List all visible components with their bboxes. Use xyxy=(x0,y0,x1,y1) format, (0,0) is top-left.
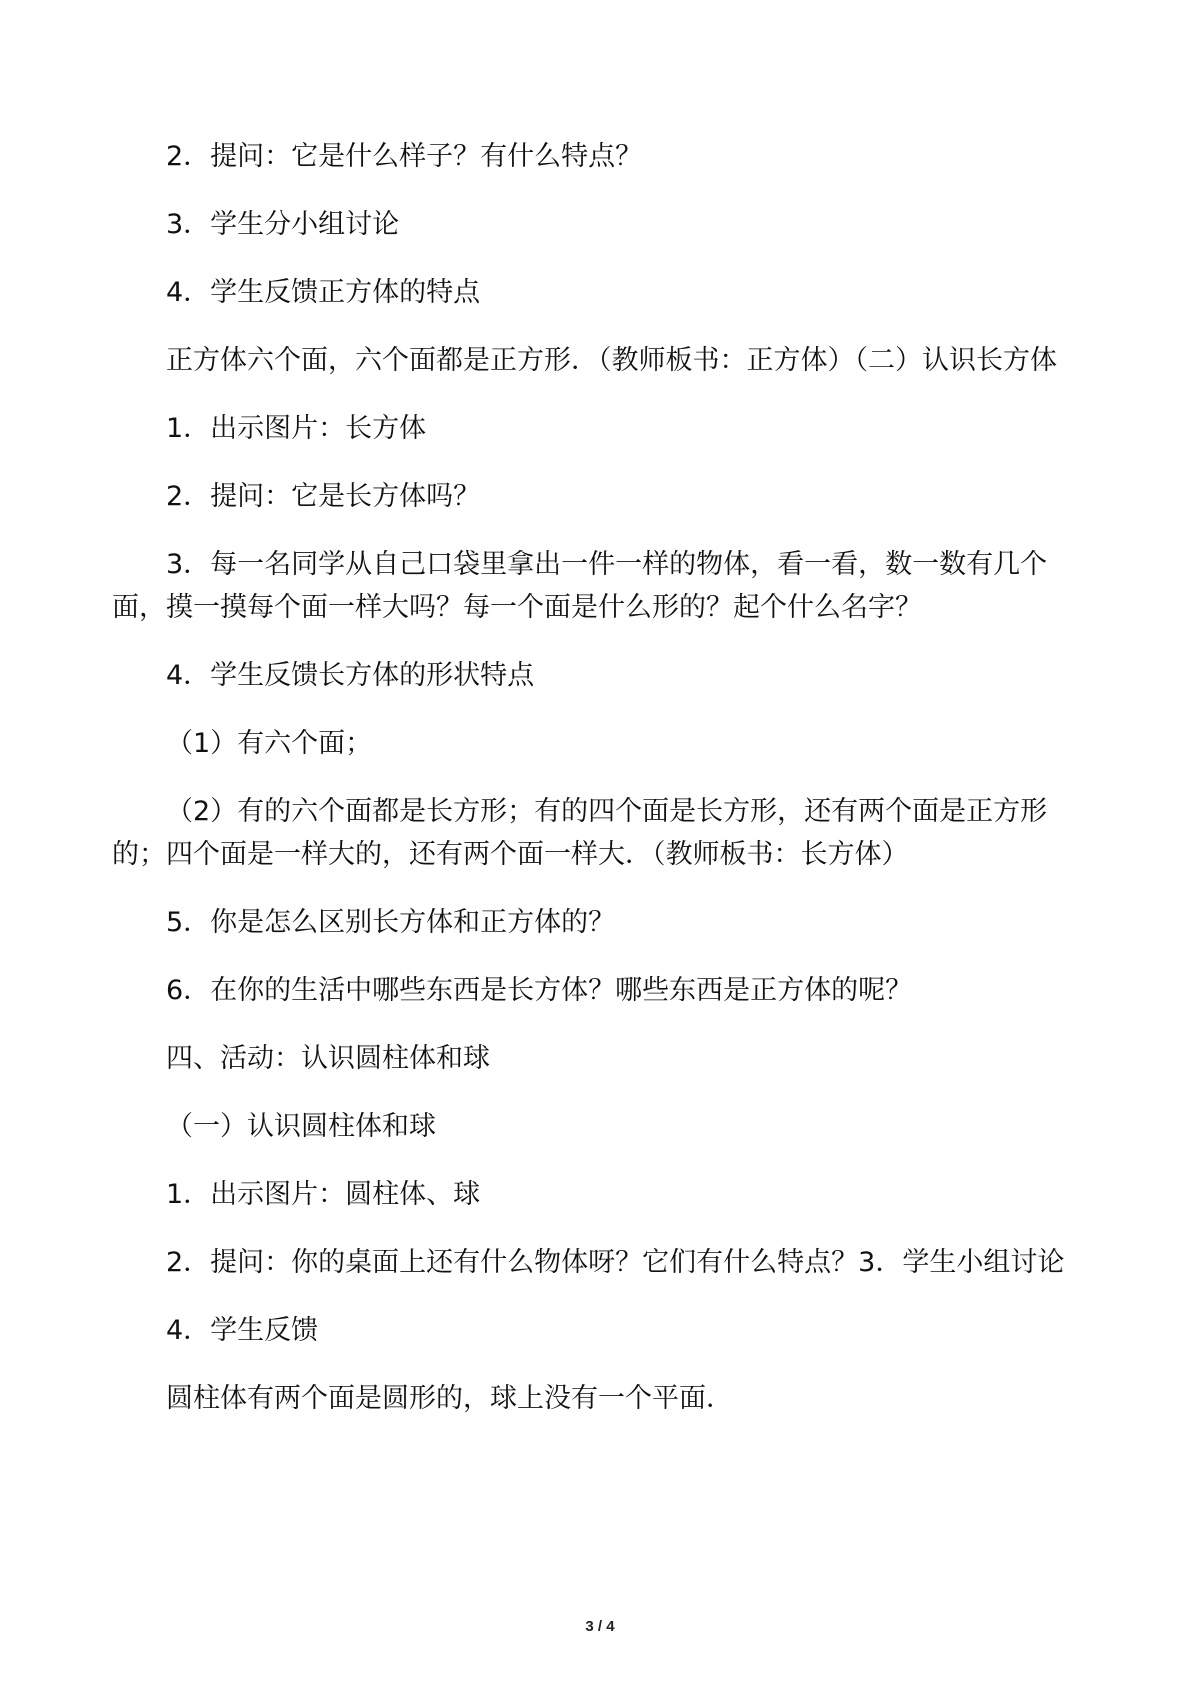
document-body xyxy=(112,135,1100,1445)
paragraph: 1．出示图片：长方体 xyxy=(166,413,427,444)
paragraph: 圆柱体有两个面是圆形的，球上没有一个平面． xyxy=(166,1383,733,1414)
paragraph: （2）有的六个面都是长方形；有的四个面是长方形，还有两个面是正方形的；四个面是一样大的，还有两个面一样大．（教师板书：长方体） xyxy=(112,796,1048,870)
paragraph: 2．提问：它是什么样子？有什么特点？ xyxy=(166,141,643,172)
paragraph: 6．在你的生活中哪些东西是长方体？哪些东西是正方体的呢？ xyxy=(166,975,913,1006)
page-number: 3 / 4 xyxy=(585,1618,615,1635)
paragraph: （1）有六个面； xyxy=(166,728,373,759)
paragraph: 4．学生反馈长方体的形状特点 xyxy=(166,660,535,691)
paragraph: 5．你是怎么区别长方体和正方体的？ xyxy=(166,907,616,938)
paragraph: 1．出示图片：圆柱体、球 xyxy=(166,1179,481,1210)
paragraph: 2．提问：你的桌面上还有什么物体呀？它们有什么特点？3．学生小组讨论 xyxy=(166,1247,1065,1278)
paragraph: 3．每一名同学从自己口袋里拿出一件一样的物体，看一看，数一数有几个面，摸一摸每个面一样大吗？每一个面是什么形的？起个什么名字？ xyxy=(112,549,1048,623)
paragraph: 2．提问：它是长方体吗？ xyxy=(166,481,481,512)
section-heading: 四、活动：认识圆柱体和球 xyxy=(166,1043,490,1074)
subsection-heading: （一）认识圆柱体和球 xyxy=(166,1111,436,1142)
paragraph: 正方体六个面，六个面都是正方形．（教师板书：正方体）（二）认识长方体 xyxy=(166,345,1057,376)
paragraph: 4．学生反馈正方体的特点 xyxy=(166,277,481,308)
paragraph: 3．学生分小组讨论 xyxy=(166,209,400,240)
paragraph: 4．学生反馈 xyxy=(166,1315,319,1346)
